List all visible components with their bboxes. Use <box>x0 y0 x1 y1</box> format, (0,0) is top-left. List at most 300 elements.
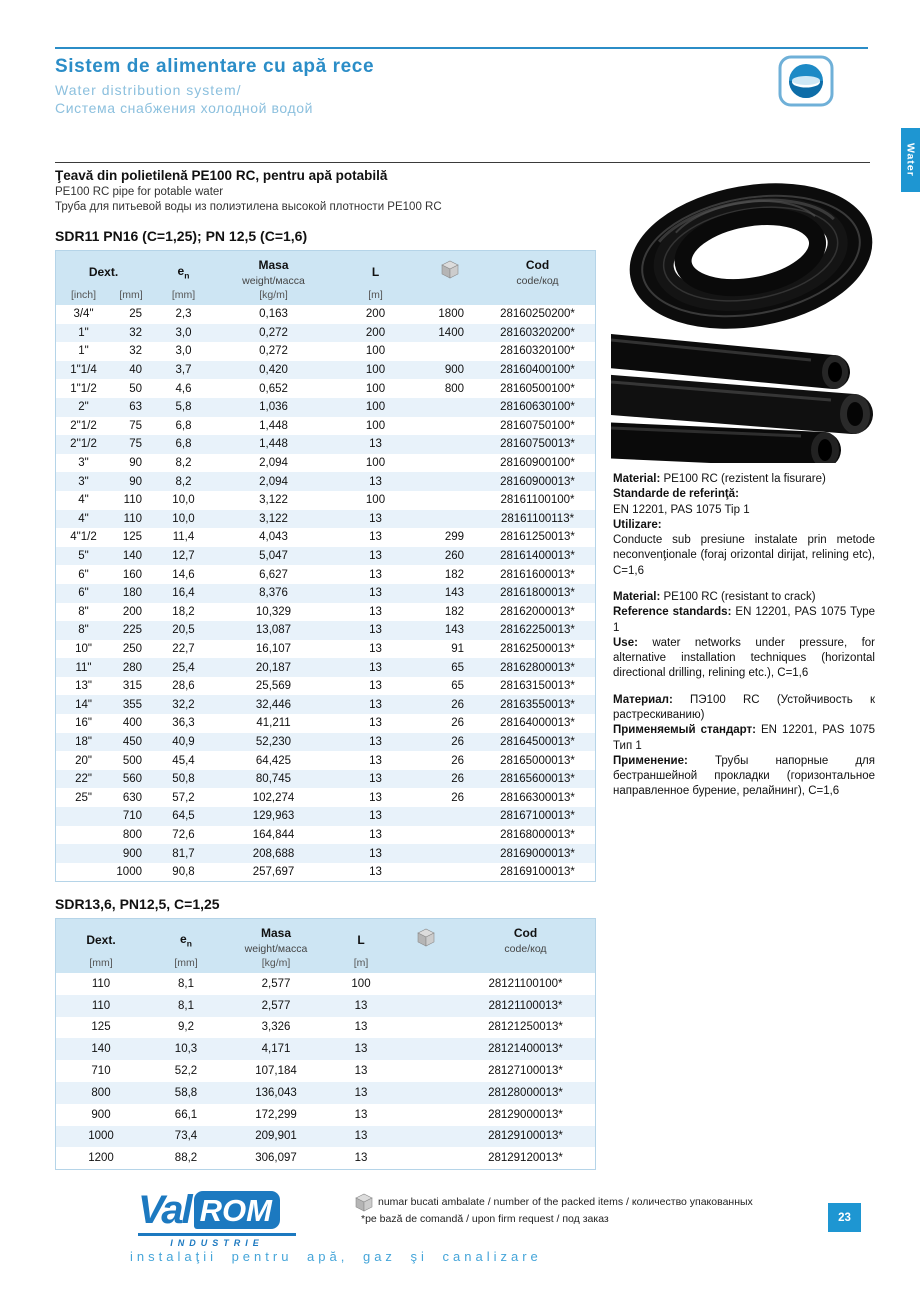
text-segment: Применяемый стандарт: <box>613 724 762 737</box>
cell: 16" <box>75 717 92 730</box>
cell: 0,652 <box>259 382 288 395</box>
cell: 28167100013* <box>500 810 575 823</box>
table-row <box>56 770 595 789</box>
cell: 13 <box>369 847 382 860</box>
cell: 28160320200* <box>500 326 575 339</box>
cell: 250 <box>122 642 142 655</box>
cell: 125 <box>91 1021 111 1034</box>
cell: 75 <box>129 419 142 432</box>
footer-note-on-request: *pe bază de comandă / upon firm request / под заказ <box>361 1213 609 1225</box>
cell: 13,087 <box>255 624 292 637</box>
cell <box>420 398 480 417</box>
cell: 0,272 <box>259 326 288 339</box>
cell: 13 <box>369 605 382 618</box>
cell: 260 <box>444 550 464 563</box>
cell: 72,6 <box>172 828 195 841</box>
cell: 209,901 <box>255 1130 297 1143</box>
cell: 28163550013* <box>500 698 575 711</box>
section-subtitle-ru: Труба для питьевой воды из полиэтилена высокой плотности PE100 RC <box>55 201 442 213</box>
cell: 200 <box>365 308 386 321</box>
cell: 900 <box>91 1108 111 1121</box>
cell: 900 <box>122 847 142 860</box>
cell: 200 <box>365 326 386 339</box>
col-header-l: L <box>331 251 420 288</box>
cell: 1" <box>78 345 89 358</box>
text-segment: Material: <box>613 590 664 603</box>
cell: 4" <box>78 494 89 507</box>
cell: 20,5 <box>172 624 195 637</box>
water-side-tab <box>901 128 920 192</box>
cell <box>56 826 111 845</box>
cell: 28160630100* <box>500 401 575 414</box>
cell: 100 <box>365 364 386 377</box>
cell: 3,7 <box>175 364 192 377</box>
page-subtitle-ru: Система снабжения холодной водой <box>55 100 314 116</box>
cell: 100 <box>365 382 386 395</box>
unit-mm: [mm] <box>146 956 226 973</box>
cell <box>396 1126 456 1148</box>
table-row <box>56 342 595 361</box>
cell: 100 <box>365 494 386 507</box>
table-row <box>56 547 595 566</box>
cell: 0,272 <box>259 345 288 358</box>
cell: 91 <box>451 642 464 655</box>
cell: 180 <box>122 587 142 600</box>
cell: 28161100113* <box>500 512 575 525</box>
col-header-masa: Masa weight/масса <box>226 919 326 956</box>
cell: 6,8 <box>175 438 192 451</box>
text-segment: Utilizare: <box>613 518 662 531</box>
cell: 13 <box>369 698 382 711</box>
cell: 66,1 <box>174 1108 198 1121</box>
cell: 13 <box>369 550 382 563</box>
table-row <box>56 695 595 714</box>
table-row <box>56 640 595 659</box>
cell: 1"1/4 <box>70 364 97 377</box>
unit-mm: [mm] <box>111 288 151 305</box>
text-segment: ПЭ100 RC (Устойчивость к растрескиванию) <box>613 693 875 721</box>
info-ru <box>613 693 875 800</box>
table-row <box>56 621 595 640</box>
table-row <box>56 361 595 380</box>
cell: 13 <box>369 828 382 841</box>
table-row <box>56 1017 595 1039</box>
cell: 1400 <box>438 326 464 339</box>
info-en <box>613 590 875 682</box>
cell: 13 <box>354 1130 368 1143</box>
cell: 900 <box>444 364 464 377</box>
cell: 13 <box>354 1021 368 1034</box>
cell: 11" <box>75 661 92 674</box>
cell: 32,446 <box>255 698 292 711</box>
cell: 208,688 <box>252 847 295 860</box>
cell: 100 <box>365 401 386 414</box>
sdr11-table-header <box>56 251 595 305</box>
cell: 26 <box>451 717 464 730</box>
cell: 182 <box>444 605 464 618</box>
cell <box>396 1082 456 1104</box>
sdr136-table-body <box>56 973 595 1169</box>
text-segment: PE100 RC (rezistent la fisurare) <box>663 473 826 485</box>
cell: 90,8 <box>172 866 195 879</box>
cell: 13 <box>354 1043 368 1056</box>
cell: 182 <box>444 568 464 581</box>
cell: 45,4 <box>172 754 195 767</box>
unit-mm: [mm] <box>56 956 146 973</box>
cell: 10,0 <box>172 512 195 525</box>
cell: 13 <box>369 735 382 748</box>
cell: 100 <box>365 419 386 432</box>
cell: 28162000013* <box>500 605 575 618</box>
cell: 110 <box>91 977 111 990</box>
table-row <box>56 714 595 733</box>
product-photo-pipe-coil <box>611 168 875 463</box>
cell <box>396 1017 456 1039</box>
cell: 28168000013* <box>500 828 575 841</box>
cell: 14" <box>75 698 92 711</box>
cell: 65 <box>451 680 464 693</box>
cell: 26 <box>451 698 464 711</box>
cell: 140 <box>122 550 142 563</box>
cell: 13 <box>369 754 382 767</box>
cell: 8,1 <box>178 977 194 990</box>
cell: 50 <box>129 382 142 395</box>
cell: 28160500100* <box>500 382 575 395</box>
cell: 28164500013* <box>500 735 575 748</box>
cell: 28160400100* <box>500 364 575 377</box>
cell: 28169100013* <box>500 866 575 879</box>
cell: 1" <box>78 326 89 339</box>
table-row <box>56 454 595 473</box>
section-rule <box>55 162 870 163</box>
section-title: Ţeavă din polietilenă PE100 RC, pentru apă potabilă <box>55 168 388 183</box>
cell: 25" <box>75 791 92 804</box>
cell: 28166300013* <box>500 791 575 804</box>
cell: 16,4 <box>172 587 195 600</box>
cell: 9,2 <box>178 1021 194 1034</box>
cell: 28164000013* <box>500 717 575 730</box>
cell: 3,0 <box>175 326 192 339</box>
cell <box>396 1038 456 1060</box>
cell: 28121100100* <box>488 977 563 990</box>
cell: 28162800013* <box>500 661 575 674</box>
table-row <box>56 677 595 696</box>
cell: 299 <box>444 531 464 544</box>
cell: 22,7 <box>172 642 195 655</box>
cell: 13 <box>354 1086 368 1099</box>
table-row <box>56 398 595 417</box>
cell: 16,107 <box>255 642 292 655</box>
cell <box>420 844 480 863</box>
cell: 129,963 <box>252 810 295 823</box>
cell: 143 <box>444 587 464 600</box>
table-row <box>56 324 595 343</box>
table-row <box>56 417 595 436</box>
cell <box>56 807 111 826</box>
cell: 13 <box>369 791 382 804</box>
table-row <box>56 584 595 603</box>
cell: 63 <box>129 401 142 414</box>
table-row <box>56 379 595 398</box>
cell: 73,4 <box>174 1130 198 1143</box>
cell: 2,577 <box>261 977 291 990</box>
cell: 28129100013* <box>488 1130 563 1143</box>
info-ro <box>613 472 875 579</box>
cell: 4" <box>78 512 89 525</box>
text-segment: Reference standards: <box>613 606 736 619</box>
cell: 1800 <box>438 308 464 321</box>
cell: 52,230 <box>255 735 292 748</box>
cell: 28161100100* <box>500 494 575 507</box>
cell: 13 <box>369 438 382 451</box>
cell: 5,047 <box>259 550 288 563</box>
cell <box>420 491 480 510</box>
header-rule <box>55 47 868 49</box>
cell: 13 <box>369 624 382 637</box>
cell <box>420 863 480 882</box>
cell: 100 <box>365 457 386 470</box>
cell: 13 <box>354 999 368 1012</box>
cell: 28161250013* <box>500 531 575 544</box>
cell: 18" <box>75 735 92 748</box>
table-row <box>56 1104 595 1126</box>
cell: 28165000013* <box>500 754 575 767</box>
page-subtitle-en: Water distribution system/ <box>55 82 242 98</box>
cell: 3" <box>78 475 89 488</box>
table-row <box>56 788 595 807</box>
cell: 13 <box>369 531 382 544</box>
cell: 1,036 <box>259 401 288 414</box>
info-line <box>613 590 875 605</box>
text-segment: PE100 RC (resistant to crack) <box>663 590 816 603</box>
cell: 0,163 <box>259 308 288 321</box>
cell: 20" <box>75 754 92 767</box>
sdr11-heading: SDR11 PN16 (C=1,25); PN 12,5 (C=1,6) <box>55 228 308 244</box>
unit-m: [m] <box>326 956 396 973</box>
table-row <box>56 435 595 454</box>
cell: 28160250200* <box>500 308 575 321</box>
cell: 12,7 <box>172 550 195 563</box>
cell: 20,187 <box>255 661 292 674</box>
cell <box>396 1147 456 1169</box>
valrom-pipe-logo-icon <box>778 55 834 112</box>
cell: 52,2 <box>174 1065 198 1078</box>
col-header-en: $e_n$ <box>151 251 216 288</box>
cell: 306,097 <box>255 1152 297 1165</box>
sdr11-table-body <box>56 305 595 881</box>
cell: 13 <box>369 680 382 693</box>
cell: 25,4 <box>172 661 195 674</box>
info-line <box>613 472 875 487</box>
package-icon <box>414 927 438 947</box>
cell: 107,184 <box>255 1065 297 1078</box>
cell: 3,122 <box>259 494 288 507</box>
cell: 65 <box>451 661 464 674</box>
cell: 41,211 <box>256 717 291 730</box>
page-number-badge: 23 <box>828 1203 861 1232</box>
unit-m: [m] <box>331 288 420 305</box>
table-row <box>56 826 595 845</box>
table-row <box>56 510 595 529</box>
cell: 100 <box>351 977 371 990</box>
cell: 57,2 <box>172 791 195 804</box>
info-line <box>613 693 875 724</box>
table-row <box>56 491 595 510</box>
cell: 81,7 <box>172 847 195 860</box>
info-line <box>613 518 875 533</box>
text-segment: Трубы напорные для бестраншейной прокладки (горизонтальное направленное бурение, релайнинг), C=1,6 <box>613 754 875 798</box>
cell: 8,2 <box>175 475 192 488</box>
text-segment: Standarde de referinţă: <box>613 488 739 501</box>
unit-kgm: [kg/m] <box>226 956 326 973</box>
cell: 0,420 <box>259 364 288 377</box>
cell: 560 <box>122 773 142 786</box>
cell: 64,5 <box>172 810 195 823</box>
col-header-dext: Dext. <box>56 919 146 956</box>
cell: 110 <box>123 494 142 507</box>
cell: 1000 <box>88 1130 114 1143</box>
valrom-logo-industrie: INDUSTRIE <box>138 1233 296 1248</box>
cell: 13 <box>354 1065 368 1078</box>
cell: 25 <box>129 308 142 321</box>
text-segment: Материал: <box>613 693 691 706</box>
cell: 280 <box>122 661 142 674</box>
unit-kgm: [kg/m] <box>216 288 331 305</box>
table-row <box>56 995 595 1017</box>
table-row <box>56 863 595 882</box>
footer-note-packed-items: numar bucati ambalate / number of the packed items / количество упакованных <box>378 1196 753 1208</box>
info-line <box>613 503 875 518</box>
table-row <box>56 472 595 491</box>
cell: 4,043 <box>259 531 288 544</box>
package-icon <box>438 259 462 279</box>
cell: 28163150013* <box>500 680 575 693</box>
valrom-logo <box>138 1190 296 1248</box>
cell: 800 <box>91 1086 111 1099</box>
cell: 10,0 <box>172 494 195 507</box>
cell: 6,627 <box>259 568 288 581</box>
cell <box>56 863 111 882</box>
text-segment: Use: <box>613 636 653 649</box>
cell: 40 <box>129 364 142 377</box>
cell: 8" <box>78 605 89 618</box>
cell: 13 <box>369 661 382 674</box>
cell <box>420 342 480 361</box>
cell: 26 <box>451 735 464 748</box>
cell: 75 <box>129 438 142 451</box>
col-header-pack <box>396 919 456 956</box>
table-row <box>56 751 595 770</box>
text-segment: EN 12201, PAS 1075 Tip 1 <box>613 503 750 516</box>
cell: 13 <box>354 1152 368 1165</box>
table-row <box>56 733 595 752</box>
cell: 1"1/2 <box>70 382 97 395</box>
cell: 13 <box>369 773 382 786</box>
cell: 13 <box>369 512 382 525</box>
cell: 28162250013* <box>500 624 575 637</box>
cell: 50,8 <box>172 773 195 786</box>
table-row <box>56 807 595 826</box>
col-header-cod: Cod code/код <box>480 251 595 288</box>
cell: 13 <box>369 642 382 655</box>
cell: 28165600013* <box>500 773 575 786</box>
col-header-l: L <box>326 919 396 956</box>
cell: 13 <box>354 1108 368 1121</box>
text-segment: Conducte sub presiune instalate prin metode neconvenţionale (foraj orizontal dirijat, relining etc), C=1,6 <box>613 534 875 577</box>
info-line <box>613 754 875 800</box>
table-row <box>56 844 595 863</box>
cell <box>420 472 480 491</box>
table-row <box>56 1038 595 1060</box>
cell: 3" <box>78 457 89 470</box>
cell: 257,697 <box>252 866 295 879</box>
cell: 26 <box>451 773 464 786</box>
cell: 88,2 <box>174 1152 198 1165</box>
cell: 40,9 <box>172 735 195 748</box>
col-header-en: $e_n$ <box>146 919 226 956</box>
cell: 14,6 <box>172 568 195 581</box>
cell: 1,448 <box>259 438 288 451</box>
cell: 28127100013* <box>488 1065 563 1078</box>
valrom-logo-rom: ROM <box>194 1191 280 1229</box>
table-row <box>56 528 595 547</box>
col-header-pack <box>420 251 480 288</box>
cell: 13 <box>369 717 382 730</box>
info-line <box>613 487 875 502</box>
cell: 64,425 <box>255 754 292 767</box>
cell: 6,8 <box>175 419 192 432</box>
cell: 164,844 <box>252 828 295 841</box>
cell <box>420 454 480 473</box>
cell: 28161400013* <box>500 550 575 563</box>
cell: 28161600013* <box>500 568 575 581</box>
col-header-dext: Dext. <box>56 251 151 288</box>
cell: 28129120013* <box>488 1152 563 1165</box>
cell: 136,043 <box>255 1086 297 1099</box>
cell: 28162500013* <box>500 642 575 655</box>
cell: 102,274 <box>252 791 295 804</box>
valrom-logo-val: Val <box>138 1188 191 1232</box>
cell <box>396 995 456 1017</box>
table-row <box>56 1082 595 1104</box>
cell: 18,2 <box>172 605 195 618</box>
cell <box>420 826 480 845</box>
cell: 710 <box>91 1065 111 1078</box>
cell: 13 <box>369 810 382 823</box>
cell: 13" <box>75 680 92 693</box>
cell: 28160750100* <box>500 419 575 432</box>
text-segment: Применение: <box>613 754 715 767</box>
col-header-masa: Masa weight/масса <box>216 251 331 288</box>
cell: 11,4 <box>172 531 195 544</box>
cell <box>420 510 480 529</box>
cell: 10,3 <box>174 1043 198 1056</box>
cell <box>420 807 480 826</box>
info-line <box>613 723 875 754</box>
table-row <box>56 973 595 995</box>
cell: 110 <box>91 999 111 1012</box>
cell: 25,569 <box>255 680 292 693</box>
unit-inch: [inch] <box>56 288 111 305</box>
cell <box>420 435 480 454</box>
table-row <box>56 1147 595 1169</box>
cell: 710 <box>122 810 142 823</box>
cell: 450 <box>122 735 142 748</box>
info-column <box>613 472 875 811</box>
cell: 28129000013* <box>488 1108 563 1121</box>
info-line <box>613 605 875 636</box>
cell: 2"1/2 <box>70 419 97 432</box>
